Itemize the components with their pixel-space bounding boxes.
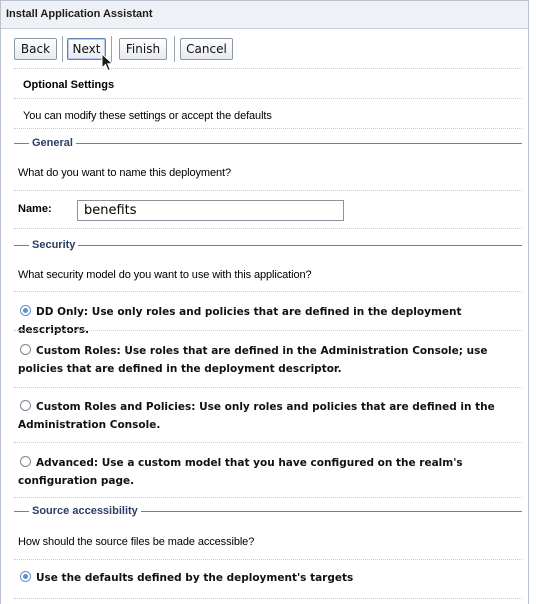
- panel-title: Install Application Assistant: [1, 1, 528, 29]
- divider: [14, 559, 522, 560]
- divider: [14, 228, 522, 229]
- divider: [14, 442, 522, 443]
- divider: [14, 330, 522, 331]
- security-question: What security model do you want to use with this application?: [18, 269, 312, 281]
- divider: [14, 387, 522, 388]
- mouse-pointer-icon: [101, 53, 115, 73]
- divider: [14, 291, 522, 292]
- cancel-button[interactable]: Cancel: [180, 38, 233, 60]
- source-question: How should the source files be made accessible?: [18, 536, 255, 548]
- radio-unselected-icon[interactable]: [20, 400, 31, 411]
- security-option-custom-roles-policies[interactable]: [18, 398, 512, 434]
- toolbar-separator: [174, 36, 175, 62]
- name-label: Name:: [18, 203, 52, 215]
- source-section-label: Source accessibility: [29, 504, 141, 518]
- security-option-custom-roles[interactable]: [18, 342, 512, 378]
- section-rule: [14, 143, 522, 144]
- page-intro: You can modify these settings or accept the defaults: [23, 110, 272, 122]
- source-section-header: [14, 504, 522, 518]
- general-question: What do you want to name this deployment?: [18, 167, 231, 179]
- divider: [14, 128, 522, 129]
- divider: [14, 598, 522, 599]
- finish-button[interactable]: Finish: [119, 38, 167, 60]
- radio-selected-icon[interactable]: [20, 571, 31, 582]
- deployment-name-input[interactable]: [77, 200, 344, 221]
- option-label: Advanced: Use a custom model that you have configured on the realm's configuration page.: [18, 457, 463, 487]
- divider: [14, 98, 522, 99]
- page-heading: Optional Settings: [23, 79, 115, 91]
- section-rule: [14, 245, 522, 246]
- general-section-label: General: [29, 136, 76, 150]
- security-option-dd-only[interactable]: [18, 303, 512, 339]
- security-section-label: Security: [29, 238, 78, 252]
- option-label: Custom Roles and Policies: Use only roles and policies that are defined in the Administration Console.: [18, 401, 495, 431]
- radio-selected-icon[interactable]: [20, 305, 31, 316]
- security-section-header: [14, 238, 522, 252]
- option-label: DD Only: Use only roles and policies that are defined in the deployment descriptors.: [18, 306, 462, 336]
- back-button[interactable]: Back: [14, 38, 57, 60]
- security-option-advanced[interactable]: [18, 454, 512, 490]
- option-label: Use the defaults defined by the deployment's targets: [36, 572, 354, 584]
- option-label: Custom Roles: Use roles that are defined in the Administration Console; use policies that are defined in the deployment descriptor.: [18, 345, 488, 375]
- divider: [14, 190, 522, 191]
- divider: [14, 497, 522, 498]
- source-option-defaults[interactable]: [18, 569, 512, 587]
- toolbar-separator: [62, 36, 63, 62]
- divider: [14, 68, 522, 69]
- general-section-header: [14, 136, 522, 150]
- next-button[interactable]: Next: [67, 38, 106, 60]
- radio-unselected-icon[interactable]: [20, 344, 31, 355]
- radio-unselected-icon[interactable]: [20, 456, 31, 467]
